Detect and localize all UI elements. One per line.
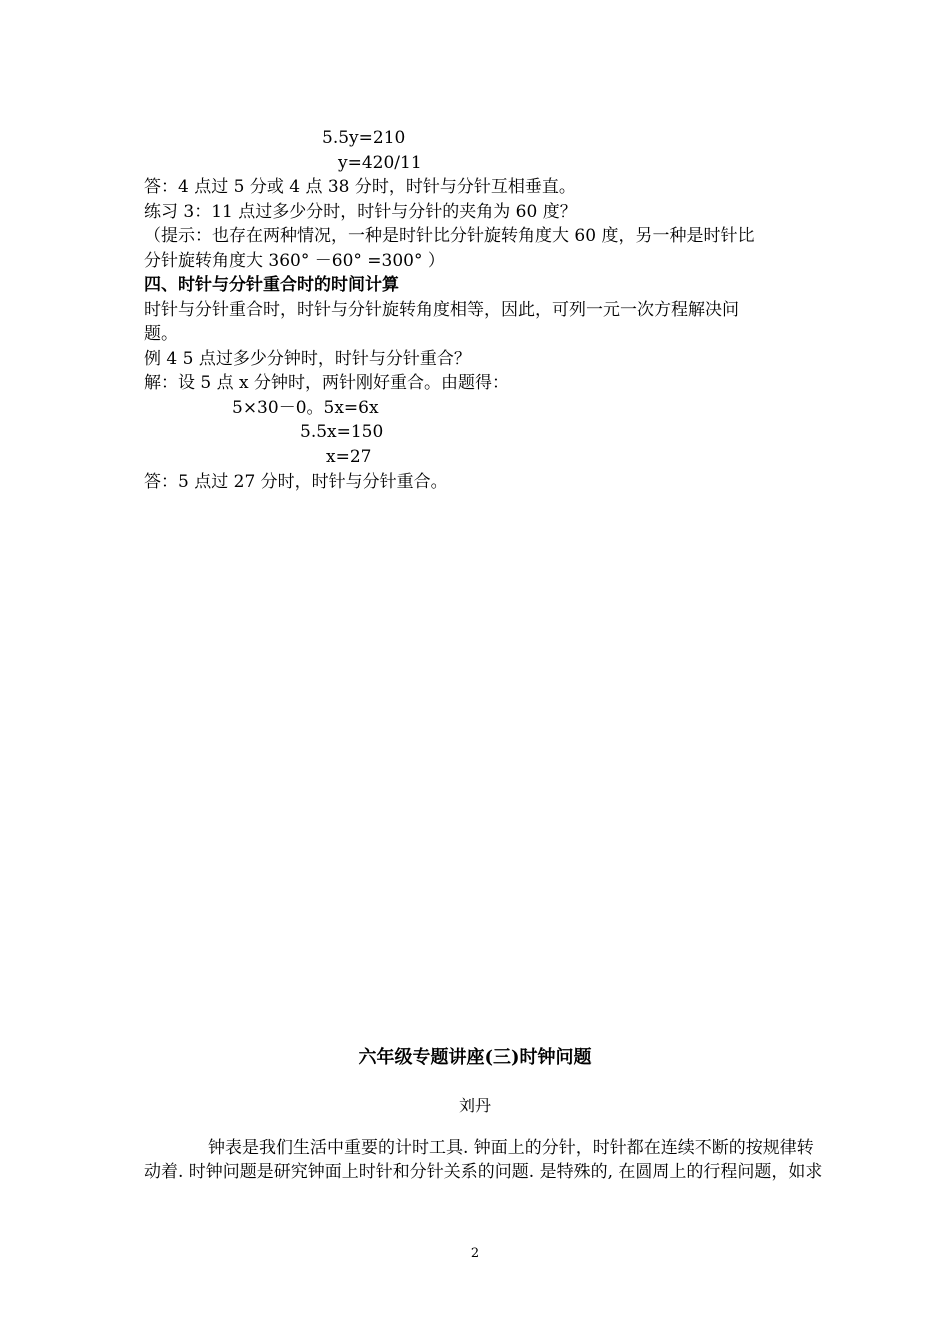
- answer-text: 答：5 点过 27 分时，时针与分针重合。: [144, 472, 448, 492]
- equation-line: 5.5x=150: [300, 422, 384, 442]
- hint-text: 分针旋转角度大 360° －60° =300° ）: [144, 251, 445, 271]
- answer-text: 答：4 点过 5 分或 4 点 38 分时，时针与分针互相垂直。: [144, 177, 576, 197]
- author-name: 刘丹: [458, 1096, 491, 1115]
- paragraph-text: 动着. 时钟问题是研究钟面上时针和分针关系的问题. 是特殊的, 在圆周上的行程问题，如求: [144, 1162, 823, 1182]
- example-question: 例 4 5 点过多少分钟时，时针与分针重合？: [144, 349, 471, 369]
- equation-line: y=420/11: [338, 153, 422, 173]
- paragraph-text: 钟表是我们生活中重要的计时工具. 钟面上的分针，时针都在连续不断的按规律转: [208, 1138, 814, 1158]
- solution-text: 解：设 5 点 x 分钟时，两针刚好重合。由题得：: [144, 373, 510, 393]
- equation-line: 5.5y=210: [322, 128, 406, 148]
- paragraph-text: 时针与分针重合时，时针与分针旋转角度相等，因此，可列一元一次方程解决问: [144, 300, 739, 320]
- document-title: 六年级专题讲座(三)时钟问题: [358, 1047, 592, 1068]
- paragraph-text: 题。: [144, 324, 178, 344]
- equation-line: 5×30－0。5x=6x: [232, 398, 379, 418]
- practice-question: 练习 3：11 点过多少分时，时针与分针的夹角为 60 度？: [144, 202, 577, 222]
- page-number: 2: [470, 1246, 480, 1261]
- equation-line: x=27: [326, 447, 372, 467]
- section-heading: 四、时针与分针重合时的时间计算: [144, 275, 399, 295]
- hint-text: （提示：也存在两种情况，一种是时针比分针旋转角度大 60 度，另一种是时针比: [144, 226, 755, 246]
